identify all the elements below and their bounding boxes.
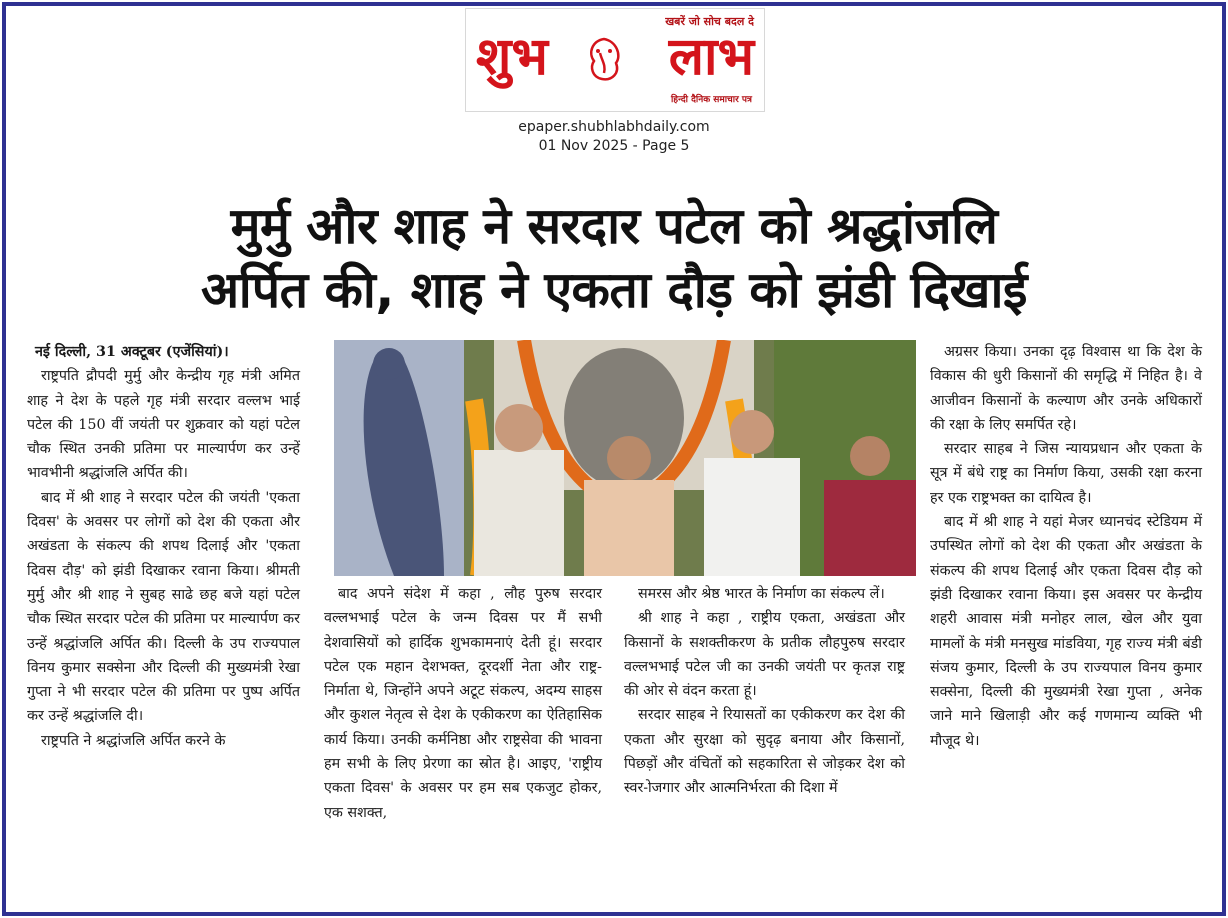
article-column-2 xyxy=(324,582,602,825)
article-paragraph: समरस और श्रेष्ठ भारत के निर्माण का संकल्प लें। xyxy=(638,586,885,602)
source-date-page: 01 Nov 2025 - Page 5 xyxy=(538,138,690,154)
ganesha-emblem-icon xyxy=(582,35,626,85)
photo-illustration xyxy=(334,340,916,576)
masthead-name-part1: शुभ xyxy=(476,27,548,87)
article-paragraph: राष्ट्रपति द्रौपदी मुर्मु और केन्द्रीय गृह मंत्री अमित शाह ने देश के पहले गृह मंत्री सरदार वल्लभ भाई पटेल की 150 वीं जयंती पर शुक्रवार को यहां पटेल चौक स्थित उनकी प्रतिमा पर माल्यार्पण कर उन्हें भावभीनी श्रद्धांजलि अर्पित की। xyxy=(27,368,300,482)
article-paragraph: बाद अपने संदेश में कहा , लौह पुरुष सरदार वल्लभभाई पटेल के जन्म दिवस पर मैं सभी देशवासियों को हार्दिक शुभकामनाएं देती हूं। सरदार पटेल एक महान देशभक्त, दूरदर्शी नेता और राष्ट्र-निर्माता थे, जिन्होंने अपने अटूट संकल्प, अदम्य साहस और कुशल नेतृत्व से देश के एकीकरण का ऐतिहासिक कार्य किया। उनकी कर्मनिष्ठा और राष्ट्रसेवा की भावना हम सभी के लिए प्रेरणा का स्रोत है। आइए, 'राष्ट्रीय एकता दिवस' के अवसर पर हम सब एकजुट होकर, एक सशक्त, xyxy=(324,586,602,821)
article-column-1 xyxy=(27,340,300,753)
masthead-name xyxy=(474,25,756,89)
news-photo xyxy=(334,340,916,576)
article-paragraph: बाद में श्री शाह ने सरदार पटेल की जयंती 'एकता दिवस' के अवसर पर लोगों को देश की एकता और अखंडता के संकल्प की शपथ दिलाई और 'एकता दिवस दौड़' को झंडी दिखाकर रवाना किया। श्रीमती मुर्मु और श्री शाह ने सुबह साढे छह बजे यहां पटेल चौक स्थित सरदार पटेल की प्रतिमा पर माल्यार्पण कर उन्हें श्रद्धांजलि अर्पित की। दिल्ली के उप राज्यपाल विनय कुमार सक्सेना और दिल्ली की मुख्यमंत्री रेखा गुप्ता ने भी सरदार पटेल की प्रतिमा पर पुष्प अर्पित कर उन्हें श्रद्धांजलि दी। xyxy=(27,489,300,725)
article-byline: नई दिल्ली, 31 अक्टूबर (एजेंसियां)। xyxy=(35,344,229,360)
headline xyxy=(14,194,1214,322)
article-paragraph: श्री शाह ने कहा , राष्ट्रीय एकता, अखंडता और किसानों के सशक्तीकरण के प्रतीक लौहपुरुष सरदार वल्लभभाई पटेल जी का उनकी जयंती पर कृतज्ञ राष्ट्र की ओर से वंदन करता हूं। xyxy=(624,610,905,700)
masthead-name-part2: लाभ xyxy=(668,27,754,87)
article-paragraph: अग्रसर किया। उनका दृढ़ विश्वास था कि देश के विकास की धुरी किसानों की समृद्धि में निहित है। वे आजीवन किसानों के कल्याण और उनके अधिकारों की रक्षा के लिए समर्पित रहे। xyxy=(930,344,1202,433)
masthead-subtitle: हिन्दी दैनिक समाचार पत्र xyxy=(670,95,752,105)
article-paragraph: सरदार साहब ने रियासतों का एकीकरण कर देश की एकता और सुरक्षा को सुदृढ़ बनाया और किसानों, पिछड़ों और वंचितों को सहकारिता से जोड़कर देश को स्वर-ोजगार और आत्मनिर्भरता की दिशा में xyxy=(624,707,905,797)
article-column-4 xyxy=(930,340,1202,753)
article-paragraph: बाद में श्री शाह ने यहां मेजर ध्यानचंद स्टेडियम में उपस्थित लोगों को देश की एकता और अखंडता के संकल्प की शपथ दिलाई और एकता दिवस दौड़ को झंडी दिखाकर रवाना किया। इस अवसर पर केन्द्रीय शहरी आवास मंत्री मनोहर लाल, खेल और युवा मामलों के मंत्री मनसुख मांडविया, गृह राज्य मंत्री बंडी संजय कुमार, दिल्ली के उप राज्यपाल विनय कुमार सक्सेना, दिल्ली की मुख्यमंत्री रेखा गुप्ता , अनेक जाने माने खिलाड़ी और कई गणमान्य व्यक्ति भी मौजूद थे। xyxy=(930,514,1202,749)
source-info xyxy=(465,118,763,156)
masthead-logo xyxy=(465,8,765,112)
headline-line1: मुर्मु और शाह ने सरदार पटेल को श्रद्धांजलि xyxy=(230,197,998,255)
masthead-tagline: खबरें जो सोच बदल दे xyxy=(665,15,754,28)
headline-line2: अर्पित की, शाह ने एकता दौड़ को झंडी दिखाई xyxy=(201,261,1027,319)
article-paragraph: सरदार साहब ने जिस न्यायप्रधान और एकता के सूत्र में बंधे राष्ट्र का निर्माण किया, उसकी रक्षा करना हर एक राष्ट्रभक्त का दायित्व है। xyxy=(930,441,1202,506)
source-website[interactable]: epaper.shubhlabhdaily.com xyxy=(518,119,710,135)
article-column-3 xyxy=(624,582,905,801)
article-paragraph: राष्ट्रपति ने श्रद्धांजलि अर्पित करने के xyxy=(41,732,226,749)
